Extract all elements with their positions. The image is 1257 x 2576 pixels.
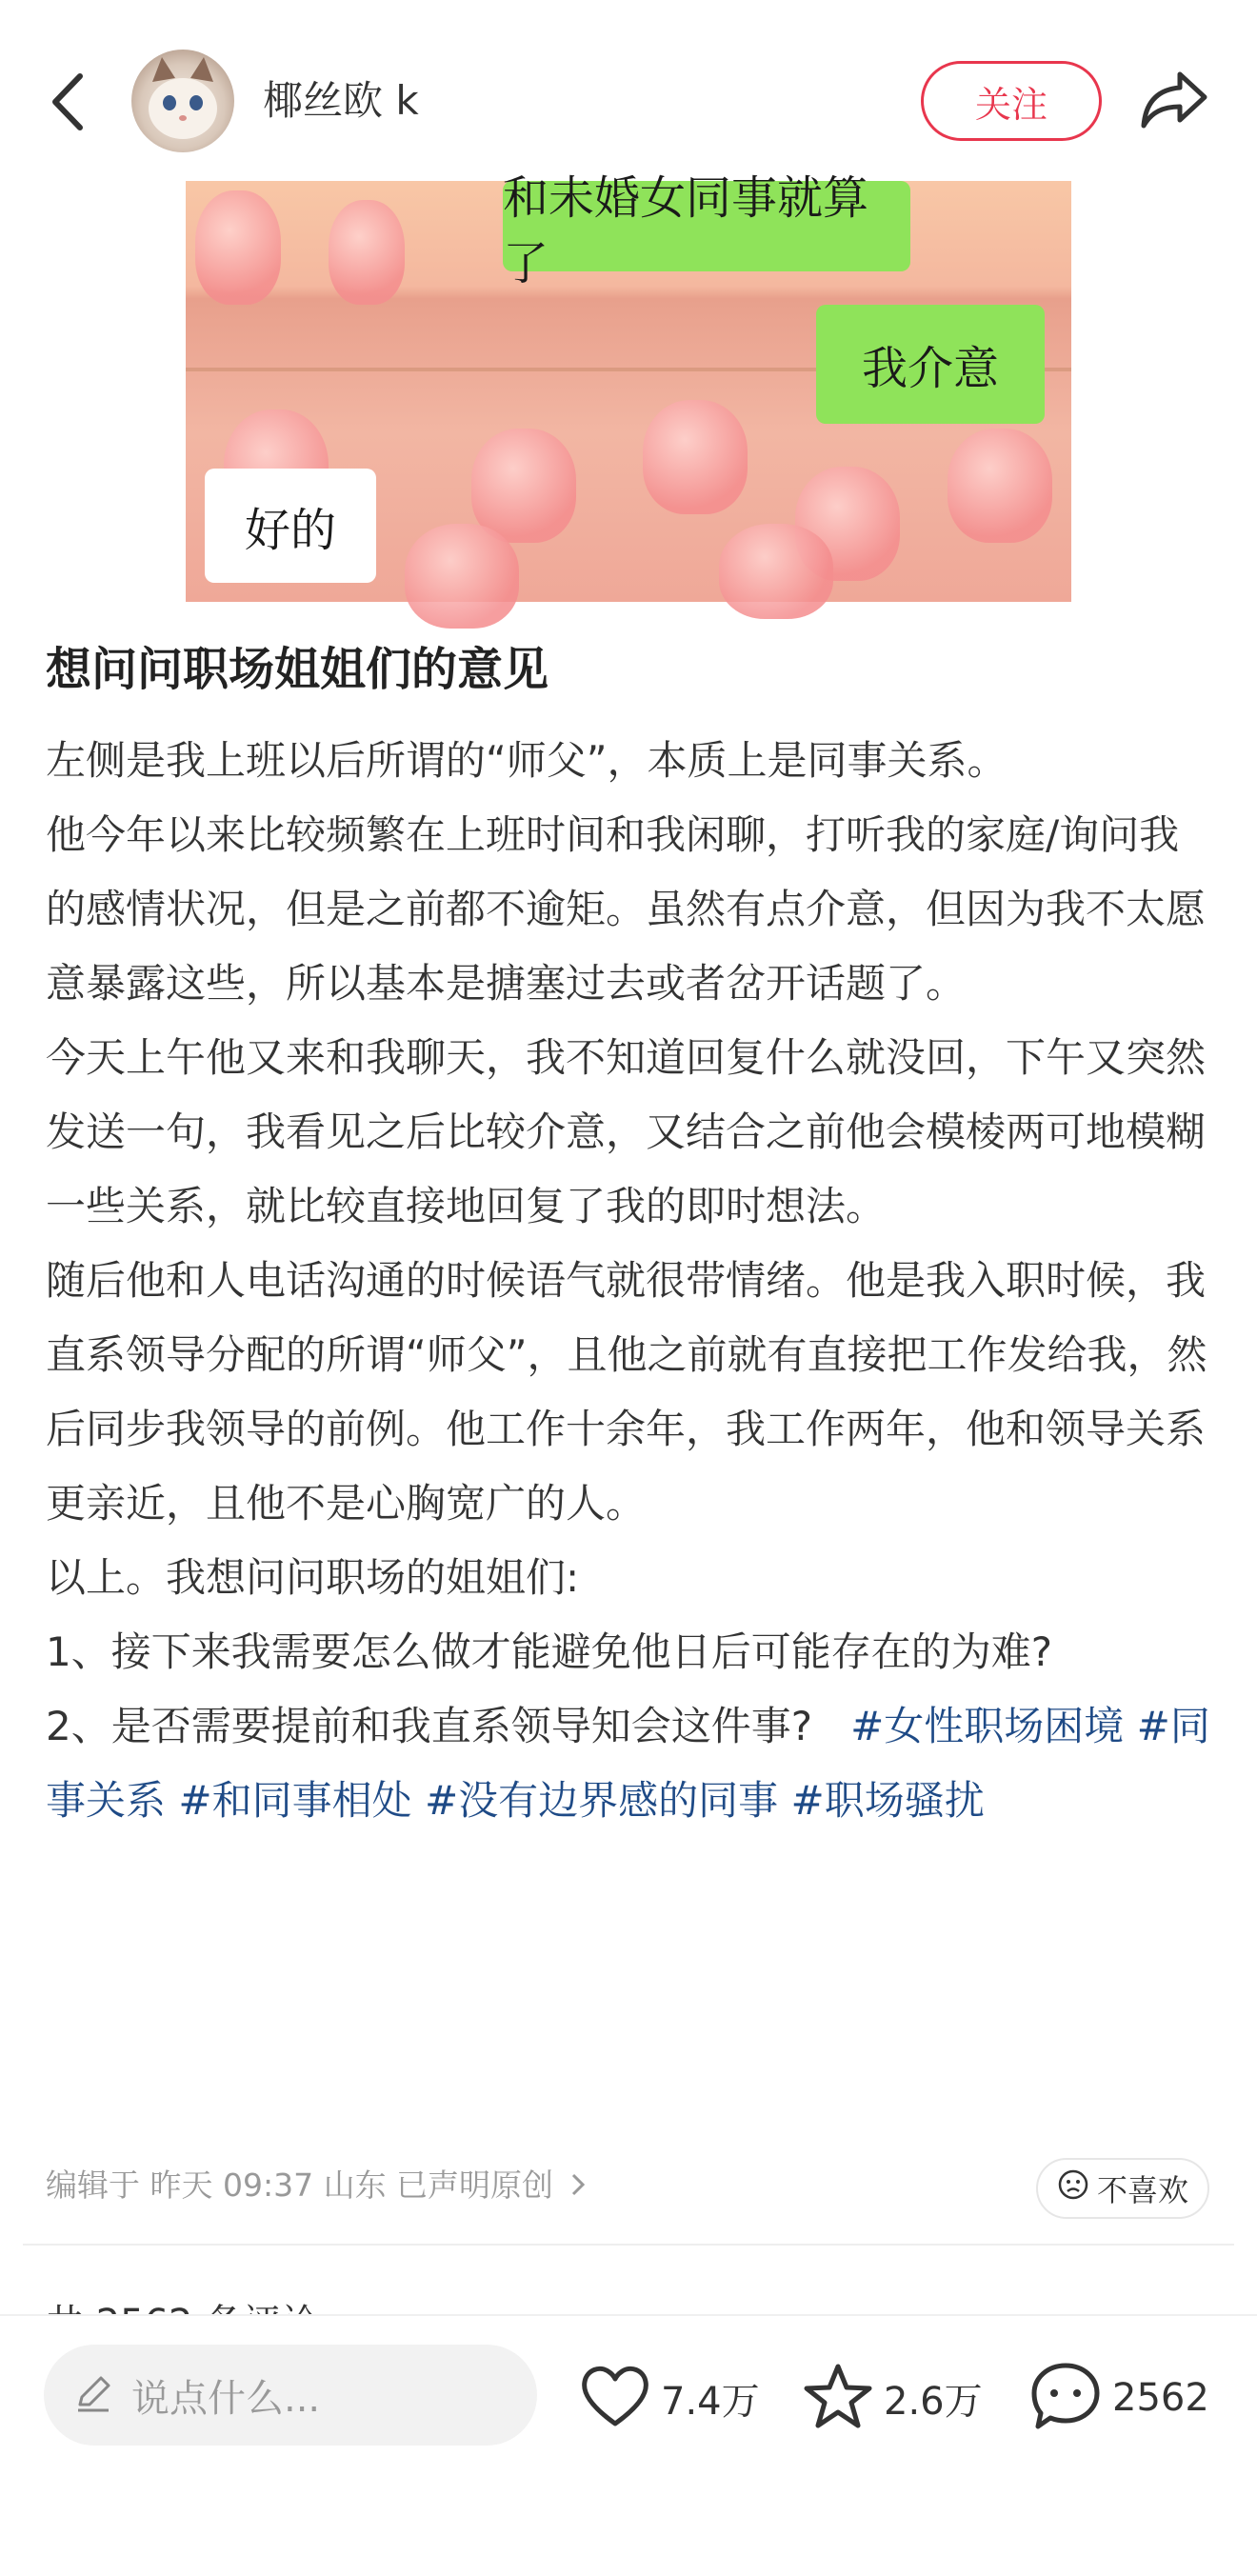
- back-icon[interactable]: [46, 69, 93, 135]
- post-meta[interactable]: [46, 2162, 587, 2211]
- top-bar: [0, 0, 1257, 181]
- comment-input[interactable]: [44, 2345, 537, 2446]
- hashtag[interactable]: #女性职场困境: [850, 1703, 1125, 1749]
- post-image[interactable]: [186, 170, 1071, 602]
- body-paragraph: 1、接下来我需要怎么做才能避免他日后可能存在的为难?: [46, 1628, 1053, 1675]
- comment-button[interactable]: [1028, 2360, 1209, 2436]
- hashtag[interactable]: #同事关系: [46, 1703, 1210, 1824]
- hashtag[interactable]: #和同事相处: [178, 1777, 412, 1824]
- body-paragraph: 以上。我想问问职场的姐姐们:: [46, 1554, 580, 1601]
- meta-text: 编辑于 昨天 09:37 山东 已声明原创: [46, 2167, 554, 2204]
- body-paragraph: 他今年以来比较频繁在上班时间和我闲聊，打听我的家庭/询问我的感情状况，但是之前都不逾矩。虽然有点介意，但因为我不太愿意暴露这些，所以基本是搪塞过去或者岔开话题了。: [46, 811, 1207, 1007]
- body-paragraph-tags: [46, 1689, 1217, 1838]
- bottom-action-bar: [0, 2314, 1257, 2576]
- follow-button[interactable]: 关注: [921, 61, 1102, 141]
- star-icon: [802, 2362, 874, 2434]
- avatar[interactable]: [131, 50, 234, 152]
- hashtag[interactable]: #职场骚扰: [790, 1777, 985, 1824]
- pencil-icon: [72, 2372, 114, 2418]
- like-button[interactable]: [579, 2360, 760, 2436]
- body-line: 2、是否需要提前和我直系领导知会这件事?: [46, 1703, 813, 1749]
- like-count: 7.4万: [661, 2379, 760, 2424]
- favorite-count: 2.6万: [884, 2379, 983, 2424]
- comment-count-header: [46, 2295, 319, 2314]
- chat-bubble-right: 我介意: [816, 305, 1045, 424]
- favorite-button[interactable]: [802, 2360, 983, 2436]
- comment-count: 2562: [1112, 2376, 1209, 2420]
- username[interactable]: 椰丝欧 k: [263, 77, 419, 124]
- unhappy-face-icon: [1057, 2168, 1089, 2208]
- post-title: 想问问职场姐姐们的意见: [46, 643, 549, 696]
- body-paragraph: 随后他和人电话沟通的时候语气就很带情绪。他是我入职时候，我直系领导分配的所谓“师父”，且他之前就有直接把工作发给我，然后同步我领导的前例。他工作十余年，我工作两年，他和领导关系更亲近，且他不是心胸宽广的人。: [46, 1257, 1207, 1527]
- divider: [23, 2244, 1234, 2246]
- heart-icon: [579, 2363, 651, 2433]
- comment-placeholder: 说点什么...: [131, 2376, 321, 2421]
- dislike-button[interactable]: [1036, 2158, 1209, 2219]
- share-icon[interactable]: [1138, 67, 1210, 133]
- hashtag[interactable]: #没有边界感的同事: [424, 1777, 779, 1824]
- chevron-right-icon: [569, 2164, 587, 2211]
- dislike-label: 不喜欢: [1096, 2172, 1188, 2208]
- chat-bubble-right: 和未婚女同事就算了: [503, 181, 910, 271]
- body-paragraph: 左侧是我上班以后所谓的“师父”，本质上是同事关系。: [46, 737, 1008, 784]
- body-paragraph: 今天上午他又来和我聊天，我不知道回复什么就没回，下午又突然发送一句，我看见之后比较介意，又结合之前他会模棱两可地模糊一些关系，就比较直接地回复了我的即时想法。: [46, 1034, 1207, 1229]
- comment-bubble-icon: [1028, 2360, 1103, 2436]
- post-body: [46, 724, 1217, 1838]
- chat-bubble-left: 好的: [205, 469, 376, 583]
